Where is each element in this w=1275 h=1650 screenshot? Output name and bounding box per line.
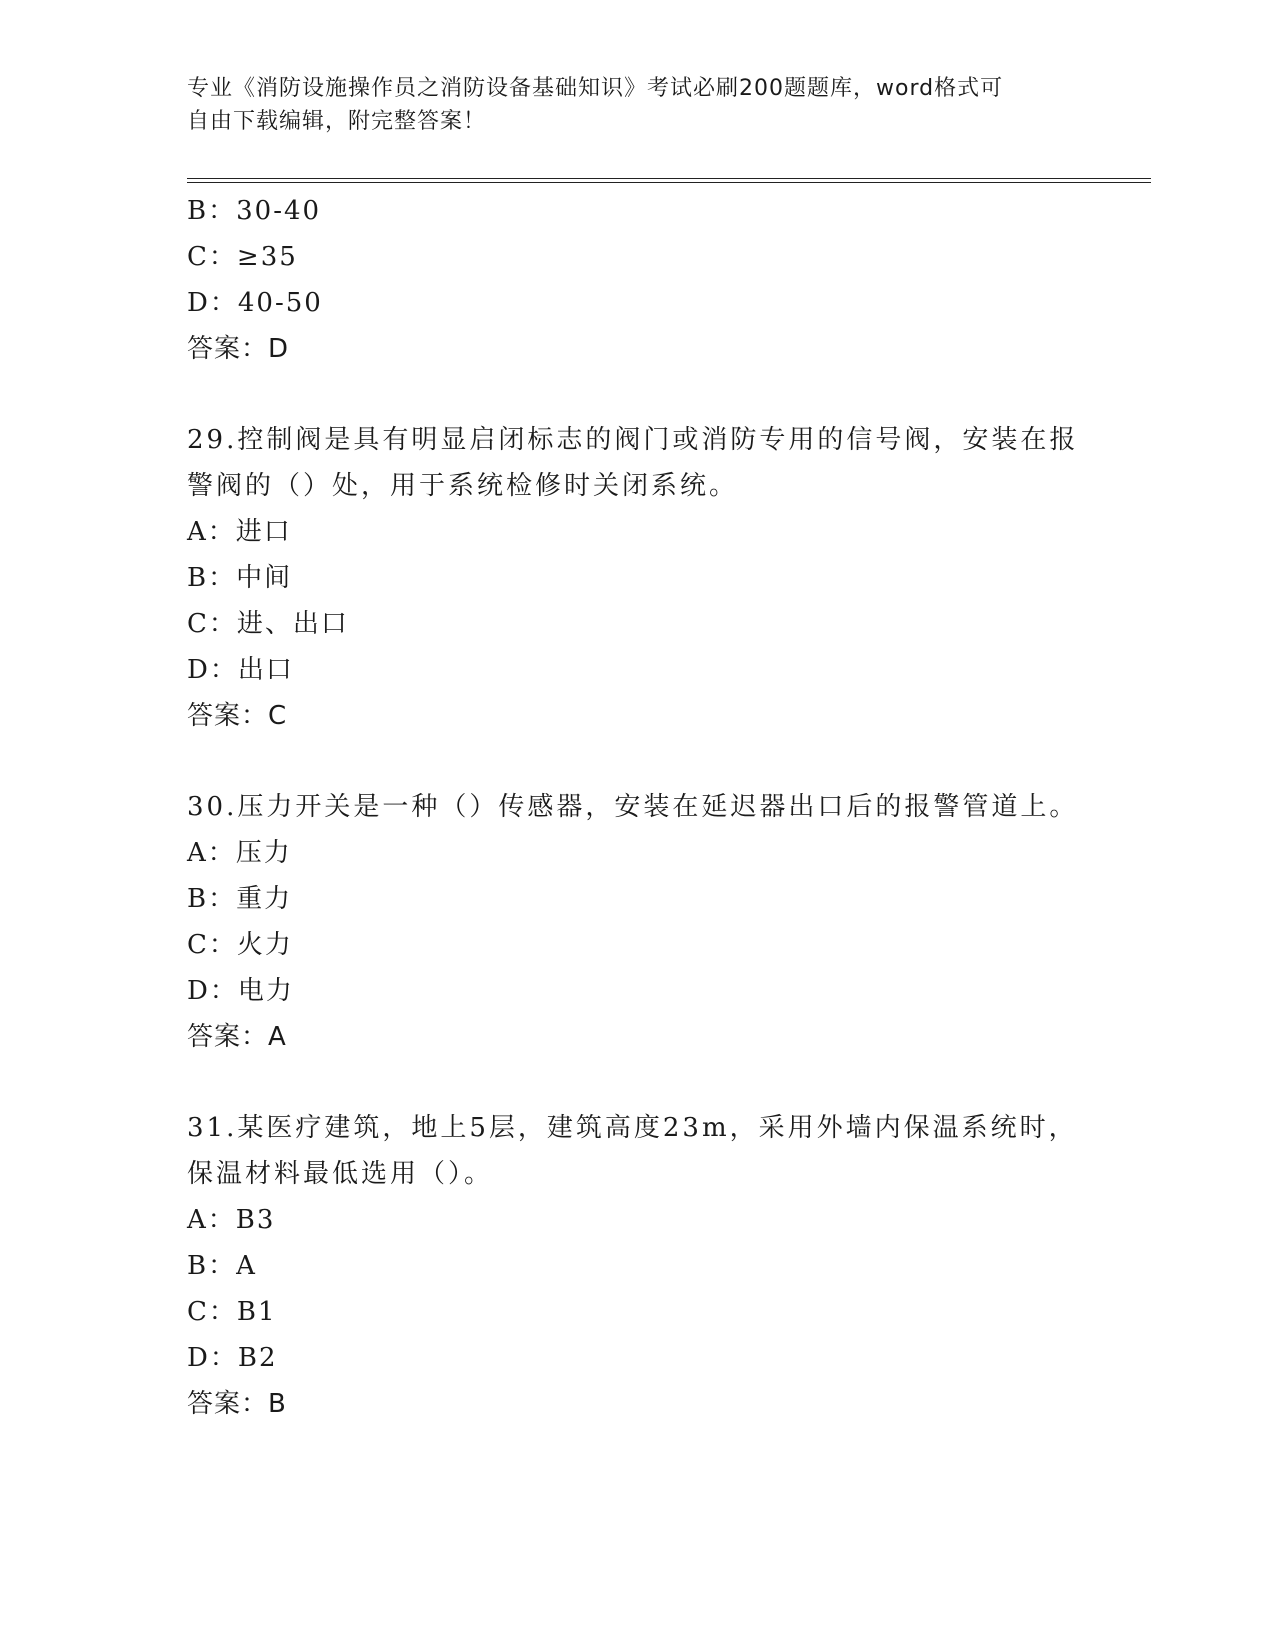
option-text: 进、出口: [236, 609, 349, 639]
option-b: [187, 188, 1107, 234]
option-label: D：: [187, 288, 238, 318]
header-title-line-2: 自由下载编辑，附完整答案！: [187, 109, 487, 134]
header-title-line-1: 专业《消防设施操作员之消防设备基础知识》考试必刷200题题库，word格式可: [187, 76, 1004, 101]
option-label: A：: [187, 1205, 236, 1235]
option-text: 重力: [236, 884, 293, 914]
option-a: [187, 509, 1107, 555]
option-c: [187, 601, 1107, 647]
option-label: D：: [187, 1343, 238, 1373]
option-d: [187, 647, 1107, 693]
question-text-line-1: 29.控制阀是具有明显启闭标志的阀门或消防专用的信号阀，安装在报: [187, 425, 1079, 455]
option-label: C：: [187, 609, 237, 639]
option-label: C：: [187, 930, 237, 960]
option-text: B3: [235, 1205, 276, 1235]
option-a: [187, 1197, 1107, 1243]
option-label: B：: [187, 884, 237, 914]
question-text-line-2: 警阀的（）处，用于系统检修时关闭系统。: [187, 471, 739, 501]
option-text: 出口: [237, 655, 294, 685]
option-a: [187, 830, 1107, 876]
option-c: [187, 1289, 1107, 1335]
option-text: 电力: [237, 976, 294, 1006]
option-c: [187, 234, 1107, 280]
option-b: [187, 1243, 1107, 1289]
question-block-29: [187, 417, 1107, 739]
question-block-31: [187, 1105, 1107, 1427]
option-b: [187, 876, 1107, 922]
option-text: 压力: [235, 838, 292, 868]
option-text: B1: [236, 1297, 277, 1327]
option-d: [187, 1335, 1107, 1381]
option-label: B：: [187, 563, 237, 593]
option-text: 火力: [236, 930, 293, 960]
question-block-30: [187, 784, 1107, 1060]
question-text-line-1: 31.某医疗建筑，地上5层，建筑高度23m，采用外墙内保温系统时，: [187, 1113, 1078, 1143]
option-text: 40-50: [237, 288, 323, 318]
question-list: [187, 188, 1107, 1427]
option-text: 30-40: [236, 196, 322, 226]
header-divider-bottom: [187, 182, 1151, 183]
option-b: [187, 555, 1107, 601]
option-label: B：: [187, 1251, 237, 1281]
option-label: B：: [187, 196, 237, 226]
option-label: C：: [187, 242, 237, 272]
option-label: D：: [187, 655, 238, 685]
option-text: B2: [237, 1343, 278, 1373]
option-text: A: [236, 1251, 257, 1281]
option-label: D：: [187, 976, 238, 1006]
option-label: A：: [187, 517, 236, 547]
question-block-partial: [187, 188, 1107, 372]
option-d: [187, 280, 1107, 326]
question-text-line-2: 保温材料最低选用（）。: [187, 1159, 494, 1189]
page-header: [187, 72, 1067, 138]
answer-line: 答案：A: [187, 1022, 287, 1052]
option-text: 进口: [235, 517, 292, 547]
answer-line: 答案：B: [187, 1389, 287, 1419]
option-label: A：: [187, 838, 236, 868]
option-text: ≥35: [236, 242, 298, 272]
option-text: 中间: [236, 563, 293, 593]
option-c: [187, 922, 1107, 968]
answer-line: 答案：D: [187, 334, 290, 364]
option-d: [187, 968, 1107, 1014]
question-text-line-1: 30.压力开关是一种（）传感器，安装在延迟器出口后的报警管道上。: [187, 792, 1079, 822]
header-divider-top: [187, 178, 1151, 179]
option-label: C：: [187, 1297, 237, 1327]
answer-line: 答案：C: [187, 701, 288, 731]
